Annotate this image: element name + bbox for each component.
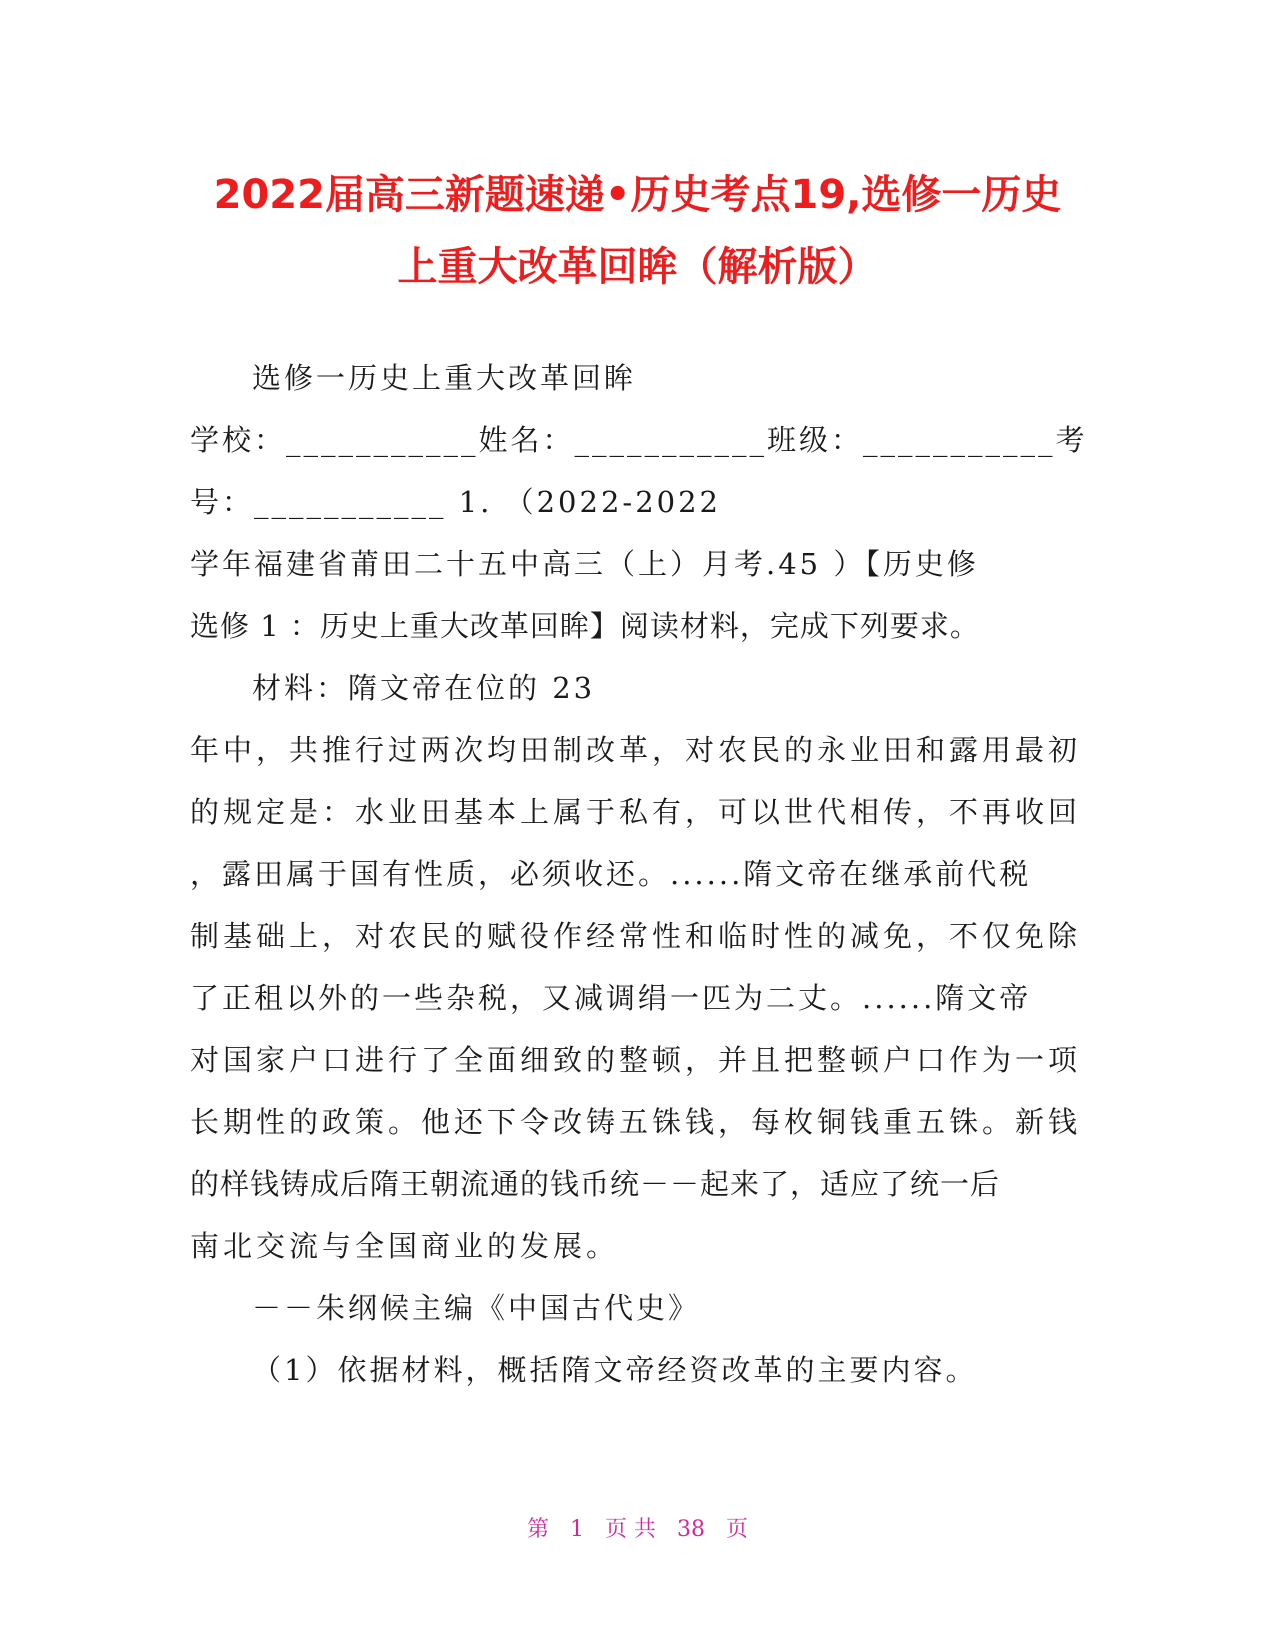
footer-suffix: 页 <box>726 1517 749 1542</box>
material-line: 了正租以外的一些杂税，又减调绢一匹为二丈。......隋文帝 <box>190 981 1032 1015</box>
material-line: 的样钱铸成后隋王朝流通的钱币统－－起来了，适应了统一后 <box>190 1167 1001 1201</box>
text-line: 学年福建省莆田二十五中高三（上）月考.45 ）【历史修 <box>190 547 979 581</box>
material-line: 的规定是：水业田基本上属于私有，可以世代相传，不再收回 <box>190 795 1082 829</box>
material-line: ，露田属于国有性质，必须收还。......隋文帝在继承前代税 <box>190 857 1032 891</box>
section-heading: 选修一历史上重大改革回眸 <box>252 361 637 395</box>
text-line: 选修 1 ：历史上重大改革回眸】阅读材料，完成下列要求。 <box>190 609 980 643</box>
source-citation: －－朱纲候主编《中国古代史》 <box>252 1291 701 1325</box>
material-line: 南北交流与全国商业的发展。 <box>190 1229 620 1263</box>
footer-page-number: 1 <box>570 1517 584 1542</box>
footer-middle: 页 共 <box>605 1517 656 1542</box>
material-line: 对国家户口进行了全面细致的整顿，并且把整顿户口作为一项 <box>190 1043 1082 1077</box>
material-line: 年中，共推行过两次均田制改革，对农民的永业田和露用最初 <box>190 733 1082 767</box>
document-title-line-1: 2022届高三新题速递•历史考点19,选修一历史 <box>213 172 1062 218</box>
text-line: 号：___________ 1. （2022-2022 <box>190 485 722 519</box>
material-line: 长期性的政策。他还下令改铸五铢钱，每枚铜钱重五铢。新钱 <box>190 1105 1082 1139</box>
question-1: （1）依据材料，概括隋文帝经资改革的主要内容。 <box>252 1353 978 1387</box>
form-fields-line: 学校：___________姓名：___________班级：___________考 <box>190 423 1088 457</box>
material-intro: 材料：隋文帝在位的 23 <box>252 671 596 705</box>
footer-prefix: 第 <box>526 1517 549 1542</box>
document-title-line-2: 上重大改革回眸（解析版） <box>397 244 878 290</box>
page-footer <box>0 1515 1275 1545</box>
footer-total-pages: 38 <box>677 1517 705 1542</box>
material-line: 制基础上，对农民的赋役作经常性和临时性的减免，不仅免除 <box>190 919 1082 953</box>
